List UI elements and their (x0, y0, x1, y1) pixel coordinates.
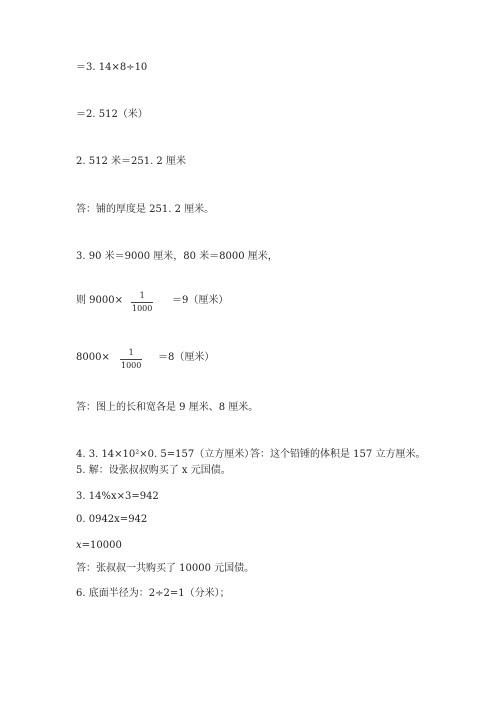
equation-line-2: 0. 0942x=942 (76, 514, 148, 525)
calc-line-3-result: ＝9（厘米） (172, 295, 229, 306)
fraction-1-1000 (131, 291, 153, 314)
variable-x: x (76, 540, 82, 551)
fraction-bar (120, 359, 142, 360)
equation-line-1: 3. 14%x×3=942 (76, 491, 159, 502)
fraction-denominator: 1000 (121, 361, 142, 370)
calc-line-3-prefix: 则 9000× (76, 295, 124, 306)
calc-line-4-result: ＝8（厘米） (158, 352, 215, 363)
answer-line-3: 答：张叔叔一共购买了 10000 元国债。 (76, 563, 255, 574)
equation-line-3 (76, 540, 122, 552)
equation-value: =10000 (81, 540, 122, 551)
fraction-1-1000-b (120, 348, 142, 371)
answer-line-1: 答：铺的厚度是 251. 2 厘米。 (76, 204, 215, 215)
problem-4-calc: 4. 3. 14×10²×0. 5=157（立方厘米） (76, 449, 255, 460)
fraction-bar (131, 302, 153, 303)
fraction-numerator: 1 (128, 348, 134, 357)
answer-line-2: 答：图上的长和宽各是 9 厘米、8 厘米。 (76, 402, 259, 413)
problem-5-setup: 5. 解：设张叔叔购买了 x 元国债。 (76, 465, 231, 476)
fraction-denominator: 1000 (132, 304, 153, 313)
problem-3-line: 3. 90 米＝9000 厘米，80 米＝8000 厘米， (76, 251, 278, 262)
fraction-numerator: 1 (139, 291, 145, 300)
calc-line-4-prefix: 8000× (76, 352, 110, 363)
conversion-line: 2. 512 米＝251. 2 厘米 (76, 156, 186, 167)
problem-6-line: 6. 底面半径为：2÷2=1（分米）； (76, 588, 230, 599)
calc-line-1: ＝3. 14×8÷10 (76, 62, 148, 73)
problem-4-answer: 答：这个铅锤的体积是 157 立方厘米。 (250, 449, 426, 460)
calc-line-2: ＝2. 512（米） (76, 109, 148, 120)
